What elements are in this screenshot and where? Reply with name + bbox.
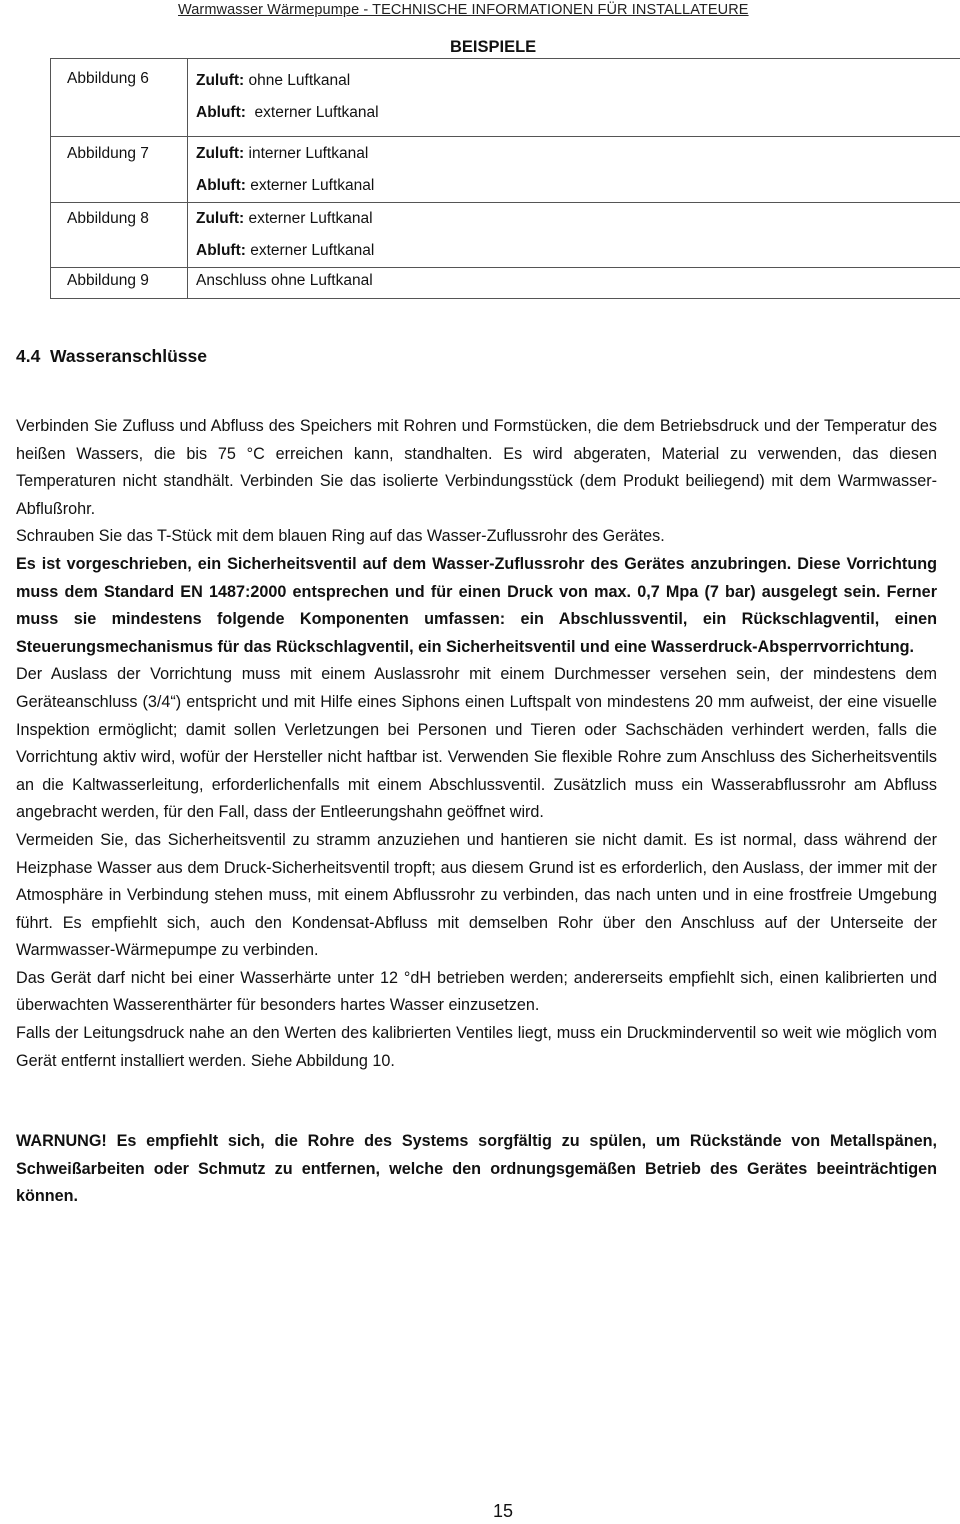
section-body [16,413,937,1075]
air-label: Zuluft: [196,72,245,89]
figure-label: Abbildung 7 [67,145,149,162]
air-value: Anschluss ohne Luftkanal [196,272,373,289]
table-row [51,59,960,137]
air-value: externer Luftkanal [245,104,379,121]
air-line [196,97,960,129]
warning-paragraph: WARNUNG! Es empfiehlt sich, die Rohre des Systems sorgfältig zu spülen, um Rückstände von Metallspänen, Schweißarbeiten oder Schmutz zu entfernen, welche den ordnungsgemäßen Betrieb des Gerätes beeinträchtigen können. [16,1132,937,1206]
figure-label: Abbildung 8 [67,210,149,227]
section-heading: 4.4 Wasseranschlüsse [16,346,207,366]
air-label: Zuluft: [196,210,245,227]
air-line [196,203,960,235]
figure-label: Abbildung 6 [67,70,149,87]
air-value: externer Luftkanal [245,177,375,194]
air-line [196,138,960,170]
air-label: Abluft: [196,177,246,194]
paragraph: Falls der Leitungsdruck nahe an den Werten des kalibrierten Ventiles liegt, muss ein Druckminderventil so weit wie möglich vom Gerät entfernt installiert werden. Siehe Abbildung 10. [16,1024,937,1070]
paragraph: Vermeiden Sie, das Sicherheitsventil zu stramm anzuziehen und hantieren sie nicht damit. Es ist normal, dass während der Heizphase Wasser aus dem Druck-Sicherheitsventil tropft; aus diesem Grund ist es erforderlich, den Auslass, der immer mit der Atmosphäre in Verbindung stehen muss, mit einem Abflussrohr zu verbinden, das nach unten und in eine frostfreie Umgebung führt. Es empfiehlt sich, auch den Kondensat-Abfluss mit demselben Rohr über den Anschluss auf der Unterseite der Warmwasser-Wärmepumpe zu verbinden. [16,830,937,960]
air-value: interner Luftkanal [244,145,369,162]
paragraph: Der Auslass der Vorrichtung muss mit einem Auslassrohr mit einem Durchmesser versehen sein, der mindestens dem Geräteanschluss (3/4“) entspricht und mit Hilfe eines Siphons einen Luftspalt von mindestens 20 mm aufweist, der eine visuelle Inspektion ermöglicht; damit sollen Verletzungen bei Personen und Tieren oder Sachschäden verhindert werden, falls die Vorrichtung aktiv wird, wofür der Hersteller nicht haftbar ist. Verwenden Sie flexible Rohre zum Anschluss des Sicherheitsventils an die Kaltwasserleitung, erforderlichenfalls mit einem Abschlussventil. Zusätzlich muss ein Wasserabflussrohr am Abfluss angebracht werden, für den Fall, dass der Entleerungshahn geöffnet wird. [16,665,937,822]
air-line [196,170,960,202]
paragraph: Das Gerät darf nicht bei einer Wasserhärte unter 12 °dH betrieben werden; andererseits empfiehlt sich, einen kalibrierten und überwachten Wasserenthärter für besonders hartes Wasser einzusetzen. [16,968,937,1015]
table-row [51,203,960,268]
mandatory-paragraph: Es ist vorgeschrieben, ein Sicherheitsventil auf dem Wasser-Zuflussrohr des Gerätes anzubringen. Diese Vorrichtung muss dem Standard EN 1487:2000 entsprechen und für einen Druck von max. 0,7 Mpa (7 bar) ausgelegt sein. Ferner muss sie mindestens folgende Komponenten umfassen: ein Abschlussventil, ein Rückschlagventil, einen Steuerungsmechanismus für das Rückschlagventil, ein Sicherheitsventil und eine Wasserdruck-Absperrvorrichtung. [16,554,937,656]
air-line [196,268,960,294]
air-value: externer Luftkanal [245,242,375,259]
air-label: Abluft: [196,104,246,121]
table-row [51,268,960,299]
air-line [196,235,960,267]
examples-title: BEISPIELE [450,38,537,56]
paragraph: Verbinden Sie Zufluss und Abfluss des Speichers mit Rohren und Formstücken, die dem Betriebsdruck und der Temperatur des heißen Wassers, die bis 75 °C erreichen kann, standhalten. Es wird abgeraten, Material zu verwenden, das diesen Temperaturen nicht standhält. Verbinden Sie das isolierte Verbindungsstück (dem Produkt beiliegend) mit dem Warmwasser-Abflußrohr. [16,417,937,518]
figure-label: Abbildung 9 [67,272,149,289]
air-value: externer Luftkanal [244,210,373,227]
document-header: Warmwasser Wärmepumpe - TECHNISCHE INFORMATIONEN FÜR INSTALLATEURE [178,2,749,18]
page-number: 15 [493,1501,514,1521]
paragraph: Schrauben Sie das T-Stück mit dem blauen Ring auf das Wasser-Zuflussrohr des Gerätes. [16,527,665,546]
table-row [51,137,960,203]
air-value: ohne Luftkanal [244,72,351,89]
air-label: Zuluft: [196,145,245,162]
air-line [196,65,960,97]
air-label: Abluft: [196,242,246,259]
examples-table [50,58,960,299]
